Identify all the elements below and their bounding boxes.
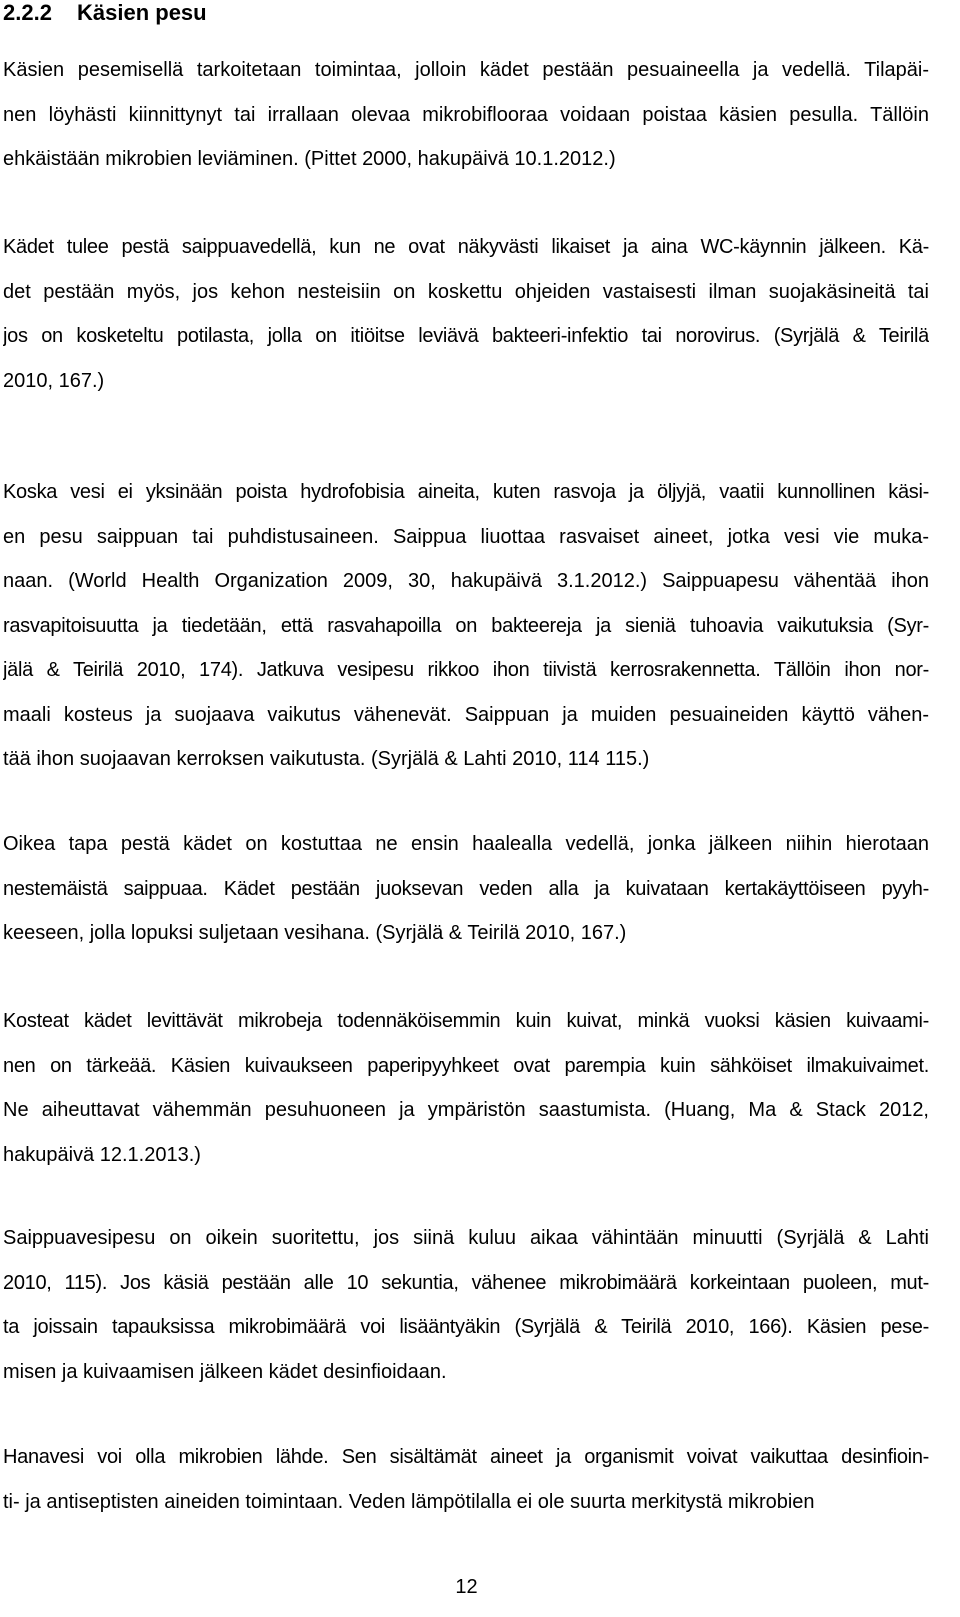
paragraph-line: tää ihon suojaavan kerroksen vaikutusta. (Syrjälä & Lahti 2010, 114 115.)	[3, 748, 650, 770]
paragraph-line: Saippuavesipesu on oikein suoritettu, jos siinä kuluu aikaa vähintään minuutti (Syrjälä & Lahti	[3, 1227, 929, 1249]
paragraph-line: Oikea tapa pestä kädet on kostuttaa ne ensin haalealla vedellä, jonka jälkeen niihin hierotaan	[3, 833, 929, 855]
paragraph-2	[3, 225, 929, 403]
paragraph-line: hakupäivä 12.1.2013.)	[3, 1143, 201, 1166]
paragraph-line: Kosteat kädet levittävät mikrobeja todennäköisemmin kuin kuivat, minkä vuoksi käsien kuivaami-	[3, 1010, 929, 1032]
paragraph-line: 2010, 115). Jos käsiä pestään alle 10 sekuntia, vähenee mikrobimäärä korkeintaan puoleen, mut-	[3, 1271, 929, 1294]
section-heading	[3, 0, 207, 26]
paragraph-line: nestemäistä saippuaa. Kädet pestään juoksevan veden alla ja kuivataan kertakäyttöiseen pyyh-	[3, 877, 929, 900]
paragraph-line: nen löyhästi kiinnittynyt tai irrallaan olevaa mikrobiflooraa voidaan poistaa käsien pesulla. Tällöin	[3, 103, 929, 126]
paragraph-3	[3, 470, 929, 782]
page-number: 12	[455, 1576, 478, 1598]
paragraph-line: keeseen, jolla lopuksi suljetaan vesihana. (Syrjälä & Teirilä 2010, 167.)	[3, 922, 627, 944]
paragraph-line: 2010, 167.)	[3, 369, 105, 392]
paragraph-5	[3, 999, 929, 1177]
section-title: Käsien pesu	[77, 0, 207, 25]
paragraph-line: Koska vesi ei yksinään poista hydrofobisia aineita, kuten rasvoja ja öljyjä, vaatii kunnollinen käsi-	[3, 481, 929, 503]
paragraph-7	[3, 1435, 929, 1524]
paragraph-line: Käsien pesemisellä tarkoitetaan toimintaa, jolloin kädet pestään pesuaineella ja vedellä. Tilapäi-	[3, 59, 929, 81]
paragraph-4	[3, 822, 929, 956]
paragraph-line: en pesu saippuan tai puhdistusaineen. Saippua liuottaa rasvaiset aineet, jotka vesi vie muka-	[3, 525, 929, 548]
paragraph-line: maali kosteus ja suojaava vaikutus vähenevät. Saippuan ja muiden pesuaineiden käyttö vähen-	[3, 703, 929, 726]
paragraph-1	[3, 48, 929, 182]
paragraph-6	[3, 1216, 929, 1394]
paragraph-line: ta joissain tapauksissa mikrobimäärä voi lisääntyäkin (Syrjälä & Teirilä 2010, 166). Käsien pese-	[3, 1316, 929, 1338]
paragraph-line: ehkäistään mikrobien leviäminen. (Pittet 2000, hakupäivä 10.1.2012.)	[3, 148, 616, 170]
paragraph-line: naan. (World Health Organization 2009, 30, hakupäivä 3.1.2012.) Saippuapesu vähentää ihon	[3, 570, 929, 592]
paragraph-line: nen on tärkeää. Käsien kuivaukseen paperipyyhkeet ovat parempia kuin sähköiset ilmakuivaimet.	[3, 1054, 929, 1077]
paragraph-line: ti- ja antiseptisten aineiden toimintaan. Veden lämpötilalla ei ole suurta merkitystä mikrobien	[3, 1490, 815, 1513]
paragraph-line: Kädet tulee pestä saippuavedellä, kun ne ovat näkyvästi likaiset ja aina WC-käynnin jälkeen. Kä-	[3, 236, 929, 258]
paragraph-line: misen ja kuivaamisen jälkeen kädet desinfioidaan.	[3, 1360, 447, 1383]
paragraph-line: jälä & Teirilä 2010, 174). Jatkuva vesipesu rikkoo ihon tiivistä kerrosrakennetta. Tällöin ihon nor-	[3, 659, 929, 681]
paragraph-line: jos on kosketeltu potilasta, jolla on itiöitse leviävä bakteeri-infektio tai norovirus. (Syrjälä & Teirilä	[3, 325, 929, 347]
paragraph-line: Ne aiheuttavat vähemmän pesuhuoneen ja ympäristön saastumista. (Huang, Ma & Stack 2012,	[3, 1099, 929, 1121]
section-number: 2.2.2	[3, 0, 52, 25]
paragraph-line: Hanavesi voi olla mikrobien lähde. Sen sisältämät aineet ja organismit voivat vaikuttaa desinfioin-	[3, 1446, 929, 1468]
paragraph-line: det pestään myös, jos kehon nesteisiin on koskettu ohjeiden vastaisesti ilman suojakäsineitä tai	[3, 280, 929, 303]
paragraph-line: rasvapitoisuutta ja tiedetään, että rasvahapoilla on bakteereja ja sieniä tuhoavia vaikutuksia (Syr-	[3, 614, 929, 637]
